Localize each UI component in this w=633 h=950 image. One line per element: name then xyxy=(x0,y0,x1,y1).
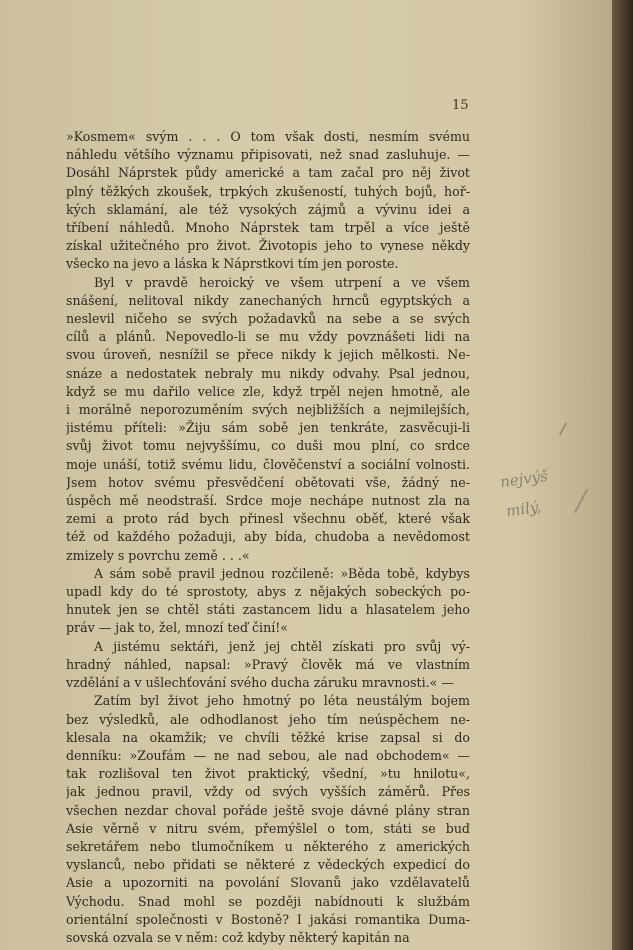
text-line: sekretářem nebo tlumočníkem u některého z amerických xyxy=(66,838,470,854)
text-line: bez výsledků, ale odhodlanost jeho tím neúspěchem ne- xyxy=(66,711,470,727)
text-line: tříbení náhledů. Mnoho Náprstek tam trpěl a více ještě xyxy=(66,220,470,236)
text-line: jak jednou pravil, vždy od svých vyšších záměrů. Přes xyxy=(66,784,470,800)
text-line: Byl v pravdě heroický ve všem utrpení a ve všem xyxy=(94,274,470,290)
text-line: i morálně neporozuměním svých nejbližších a nejmilejších, xyxy=(66,402,470,418)
text-line: Dosáhl Náprstek půdy americké a tam začal pro něj život xyxy=(66,165,470,181)
body-text xyxy=(66,128,470,947)
text-line: tak rozlišoval ten život praktický, všední, »tu hnilotu«, xyxy=(66,766,470,782)
text-line: Východu. Snad mohl se později nabídnouti k službám xyxy=(66,893,470,909)
pencil-margin-note: milý, xyxy=(504,497,543,521)
text-line: denníku: »Zoufám — ne nad sebou, ale nad obchodem« — xyxy=(66,747,470,763)
text-line: A jistému sektáři, jenž jej chtěl získati pro svůj vý- xyxy=(94,638,470,654)
text-line: snášení, nelitoval nikdy zanechaných hrnců egyptských a xyxy=(66,292,470,308)
text-line: všechen nezdar choval pořáde ještě svoje dávné plány stran xyxy=(66,802,470,818)
text-line: A sám sobě pravil jednou rozčileně: »Běda tobě, kdybys xyxy=(94,565,470,581)
text-line: orientální společnosti v Bostoně? I jakási romantika Duma- xyxy=(66,911,470,927)
page-number: 15 xyxy=(452,98,469,113)
text-line: svou úroveň, nesnížil se přece nikdy k jejich mělkosti. Ne- xyxy=(66,347,470,363)
pencil-stroke xyxy=(574,489,588,513)
text-line: Zatím byl život jeho hmotný po léta neustálým bojem xyxy=(94,693,470,709)
text-line: též od každého požaduji, aby bída, chudoba a nevědomost xyxy=(66,529,470,545)
book-spine-shadow xyxy=(612,0,633,950)
text-line: plný těžkých zkoušek, trpkých zkušeností, tuhých bojů, hoř- xyxy=(66,183,470,199)
text-line: klesala na okamžik; ve chvíli těžké krise zapsal si do xyxy=(66,729,470,745)
text-line: kých sklamání, ale též vysokých zájmů a vývinu idei a xyxy=(66,201,470,217)
pencil-margin-note: nejvýš xyxy=(498,466,549,492)
text-line: neslevil ničeho se svých požadavků na sebe a se svých xyxy=(66,311,470,327)
text-line: hradný náhled, napsal: »Pravý člověk má ve vlastním xyxy=(66,656,470,672)
text-line: všecko na jevo a láska k Náprstkovi tím jen poroste. xyxy=(66,256,399,272)
text-line: vzdělání a v ušlechťování svého ducha záruku mravnosti.« — xyxy=(66,675,454,691)
text-line: jistému příteli: »Žiju sám sobě jen tenkráte, zasvěcuji-li xyxy=(66,420,470,436)
text-line: Asie věrně v nitru svém, přemýšlel o tom, státi se buď xyxy=(66,820,470,836)
text-line: zmizely s povrchu země . . .« xyxy=(66,547,250,563)
text-line: moje unáší, totiž svému lidu, člověčenství a sociální volnosti. xyxy=(66,456,470,472)
text-line: když se mu dařilo velice zle, když trpěl nejen hmotně, ale xyxy=(66,383,470,399)
text-line: »Kosmem« svým . . . O tom však dosti, nesmím svému xyxy=(66,129,470,144)
text-line: úspěch mě neodstraší. Srdce moje nechápe nutnost zla na xyxy=(66,493,470,509)
text-line: vyslanců, nebo přidati se některé z vědeckých expedicí do xyxy=(66,857,470,873)
text-line: upadl kdy do té sprostoty, abys z nějakých sobeckých po- xyxy=(66,584,470,600)
text-line: cílů a plánů. Nepovedlo-li se mu vždy povznášeti lidi na xyxy=(66,329,470,345)
text-line: snáze a nedostatek nebraly mu nikdy odvahy. Psal jednou, xyxy=(66,365,470,381)
text-line: hnutek jen se chtěl státi zastancem lidu a hlasatelem jeho xyxy=(66,602,470,618)
text-line: Asie a upozorniti na povolání Slovanů jako vzdělavatelů xyxy=(66,875,470,891)
text-line: Jsem hotov svému přesvědčení obětovati vše, žádný ne- xyxy=(66,474,470,490)
text-line: získal užitečného pro život. Životopis jeho to vynese někdy xyxy=(66,238,470,254)
text-line: sovská ozvala se v něm: což kdyby některý kapitán na xyxy=(66,929,410,945)
text-line: práv — jak to, žel, mnozí teď činí!« xyxy=(66,620,288,636)
text-line: náhledu většího významu připisovati, než snad zasluhuje. — xyxy=(66,147,470,163)
text-line: zemi a proto rád bych přinesl všechnu oběť, které však xyxy=(66,511,470,527)
pencil-stroke xyxy=(559,422,567,435)
text-line: svůj život tomu nejvyššímu, co duši mou plní, co srdce xyxy=(66,438,470,454)
